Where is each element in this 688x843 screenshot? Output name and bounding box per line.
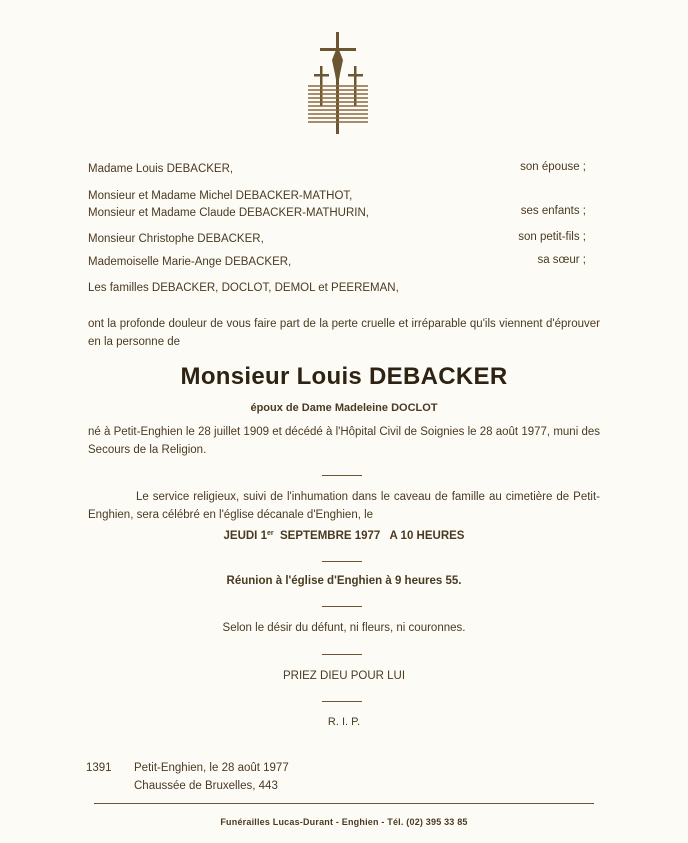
place-date: Petit-Enghien, le 28 août 1977 xyxy=(134,762,289,774)
family-relation: ses enfants ; xyxy=(520,205,586,217)
family-member: Les familles DEBACKER, DOCLOT, DEMOL et PEEREMAN, xyxy=(88,282,399,294)
family-member: Monsieur Christophe DEBACKER, xyxy=(88,233,264,245)
family-member: Madame Louis DEBACKER, xyxy=(88,163,234,175)
postcode: 1391 xyxy=(86,762,112,774)
family-member: Monsieur et Madame Michel DEBACKER-MATHOT, xyxy=(88,190,353,202)
family-member: Monsieur et Madame Claude DEBACKER-MATHURIN, xyxy=(88,207,369,219)
divider xyxy=(322,654,362,655)
street-address: Chaussée de Bruxelles, 443 xyxy=(134,780,278,792)
reunion-line: Réunion à l'église d'Enghien à 9 heures 55. xyxy=(226,575,462,587)
wish-line: Selon le désir du défunt, ni fleurs, ni couronnes. xyxy=(222,622,466,634)
footer-rule xyxy=(94,803,594,804)
spouse-line: époux de Dame Madeleine DOCLOT xyxy=(250,402,438,414)
divider xyxy=(322,475,362,476)
family-relation: son épouse ; xyxy=(520,161,586,173)
family-member: Mademoiselle Marie-Ange DEBACKER, xyxy=(88,256,292,268)
prayer-line: PRIEZ DIEU POUR LUI xyxy=(282,670,406,682)
family-relation: son petit-fils ; xyxy=(518,231,586,243)
family-relation: sa sœur ; xyxy=(537,254,586,266)
deceased-name: Monsieur Louis DEBACKER xyxy=(180,363,508,390)
divider xyxy=(322,561,362,562)
service-text: Le service religieux, suivi de l'inhumation dans le caveau de famille au cimetière de Petit-Enghien, sera célébré en l'église décanale d'Enghien, le xyxy=(88,491,600,521)
announcement-text: ont la profonde douleur de vous faire part de la perte cruelle et irréparable qu'ils viennent d'éprouver en la personne de xyxy=(88,318,600,348)
service-day-suffix: er xyxy=(266,530,274,537)
service-date xyxy=(0,530,688,542)
rip-line: R. I. P. xyxy=(327,716,361,728)
funeral-home-footer: Funérailles Lucas-Durant - Enghien - Tél. (02) 395 33 85 xyxy=(220,817,468,827)
crucifix-three-crosses-icon xyxy=(302,30,374,142)
divider xyxy=(322,701,362,702)
divider xyxy=(322,606,362,607)
service-date-rest: SEPTEMBRE 1977 A 10 HEURES xyxy=(279,530,465,542)
service-day: JEUDI 1 xyxy=(223,530,267,542)
birth-death-details: né à Petit-Enghien le 28 juillet 1909 et décédé à l'Hôpital Civil de Soignies le 28 août 1977, muni des Secours de la Religion. xyxy=(88,426,600,456)
